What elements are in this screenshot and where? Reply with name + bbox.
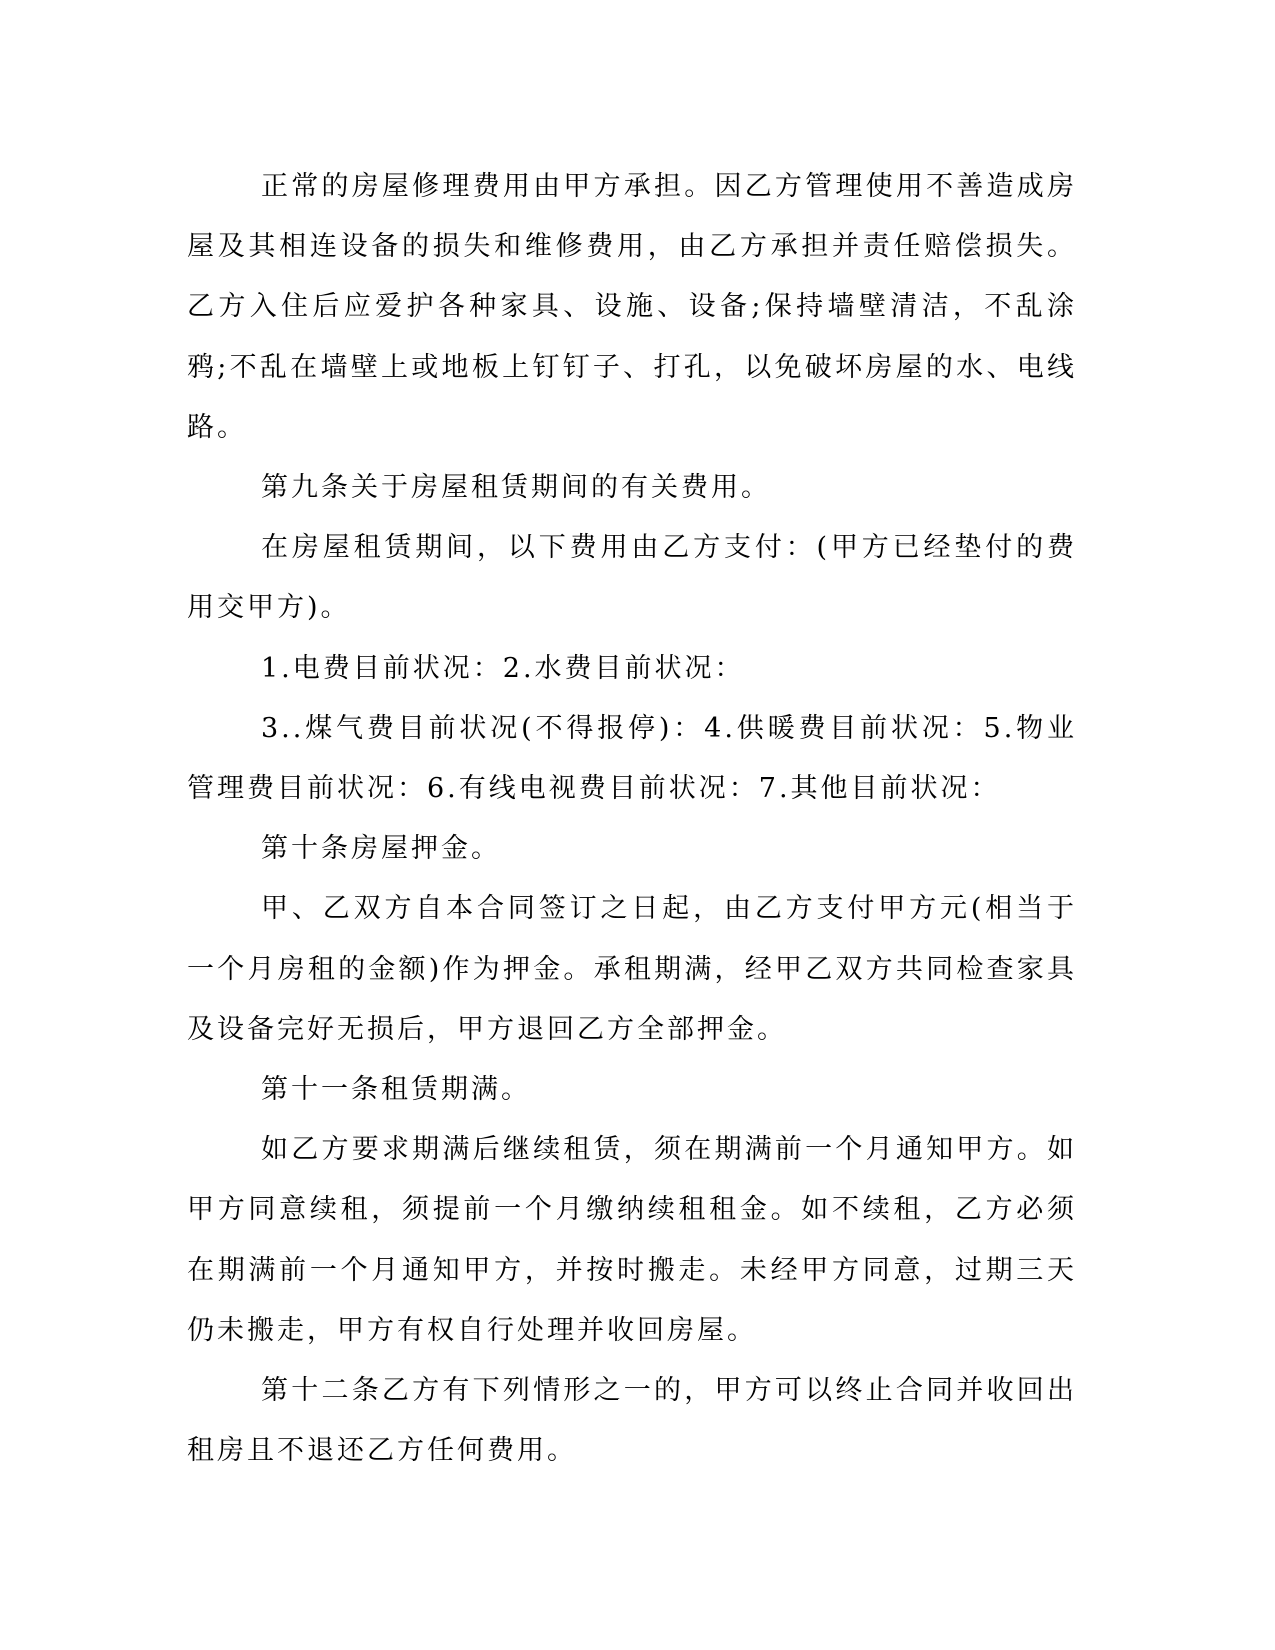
paragraph-deposit: 甲、乙双方自本合同签订之日起，由乙方支付甲方元(相当于一个月房租的金额)作为押金。承租期满，经甲乙双方共同检查家具及设备完好无损后，甲方退回乙方全部押金。: [187, 893, 1077, 1045]
document-page: [187, 157, 1077, 1481]
paragraph-lease-fees: 在房屋租赁期间，以下费用由乙方支付：(甲方已经垫付的费用交甲方)。: [187, 532, 1077, 624]
clause-11-heading: 第十一条租赁期满。: [261, 1074, 531, 1106]
paragraph-utility-status-2: 3..煤气费目前状况(不得报停)：4.供暖费目前状况：5.物业管理费目前状况：6.有线电视费目前状况：7.其他目前状况：: [187, 712, 1077, 805]
clause-12-heading: 第十二条乙方有下列情形之一的，甲方可以终止合同并收回出租房且不退还乙方任何费用。: [187, 1375, 1077, 1467]
clause-10-heading: 第十条房屋押金。: [261, 833, 501, 865]
clause-9-heading: 第九条关于房屋租赁期间的有关费用。: [261, 472, 771, 504]
paragraph-utility-status-1: 1.电费目前状况：2.水费目前状况：: [261, 652, 745, 684]
paragraph-repair-costs: 正常的房屋修理费用由甲方承担。因乙方管理使用不善造成房屋及其相连设备的损失和维修费用，由乙方承担并责任赔偿损失。乙方入住后应爱护各种家具、设施、设备;保持墙壁清洁，不乱涂鸦;不乱在墙壁上或地板上钉钉子、打孔，以免破坏房屋的水、电线路。: [187, 171, 1077, 443]
paragraph-lease-expiry: 如乙方要求期满后继续租赁，须在期满前一个月通知甲方。如甲方同意续租，须提前一个月缴纳续租租金。如不续租，乙方必须在期满前一个月通知甲方，并按时搬走。未经甲方同意，过期三天仍未搬走，甲方有权自行处理并收回房屋。: [187, 1134, 1077, 1346]
